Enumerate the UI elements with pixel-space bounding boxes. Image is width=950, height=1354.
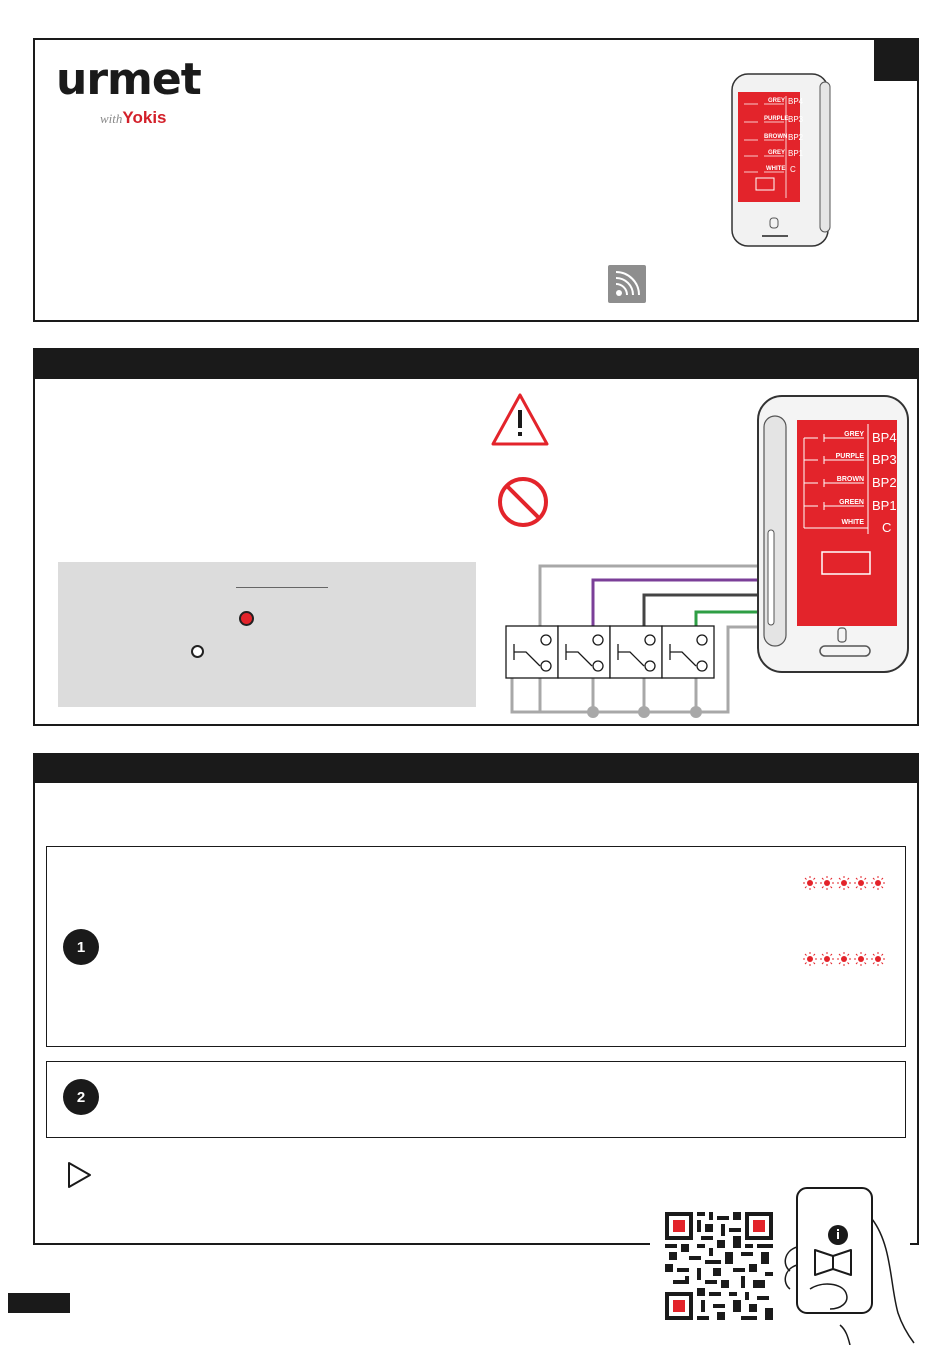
led-blink-row-2	[803, 952, 885, 966]
small-label-bp3: BP3	[788, 115, 804, 124]
label-bp2: BP2	[872, 475, 897, 490]
label-green: GREEN	[839, 499, 864, 506]
led-status-panel	[58, 562, 476, 707]
device-image-small	[724, 70, 834, 250]
switch-group	[506, 626, 714, 678]
small-label-bp4: BP4	[788, 97, 804, 106]
qr-code[interactable]	[665, 1211, 773, 1321]
brand-logo	[56, 54, 201, 133]
step1-box	[46, 846, 906, 1047]
corner-black-tab	[874, 40, 917, 81]
small-label-grey: GREY	[768, 98, 786, 104]
device-image-large	[758, 396, 908, 672]
led-panel-divider	[236, 587, 328, 588]
logo-urmet-text: urmet	[56, 54, 201, 105]
label-bp4: BP4	[872, 430, 897, 445]
label-bp1: BP1	[872, 498, 897, 513]
wiring-diagram	[492, 380, 917, 725]
label-grey: GREY	[844, 431, 864, 438]
led-red-icon	[239, 611, 254, 626]
small-label-c: C	[790, 165, 796, 174]
small-label-bp2: BP2	[788, 133, 804, 142]
label-brown: BROWN	[836, 476, 864, 483]
small-label-grey2: GREY	[768, 150, 786, 156]
step1-badge: 1	[63, 929, 99, 965]
phone-info-icon	[780, 1185, 920, 1345]
radio-wave-icon	[608, 265, 646, 303]
label-bp3: BP3	[872, 452, 897, 467]
small-label-purple: PURPLE	[764, 116, 789, 122]
logo-with-text: with	[100, 111, 123, 126]
led-blink-row-1	[803, 876, 885, 890]
label-c: C	[882, 520, 892, 535]
label-white: WHITE	[841, 519, 864, 526]
small-label-brown: BROWN	[764, 134, 788, 140]
small-label-bp1: BP1	[788, 149, 804, 158]
step2-badge: 2	[63, 1079, 99, 1115]
footer-black-tab	[8, 1293, 70, 1313]
logo-yokis-text: Yokis	[122, 108, 167, 127]
led-off-icon	[191, 645, 204, 658]
step2-box	[46, 1061, 906, 1138]
play-arrow-icon	[66, 1160, 94, 1190]
small-label-white: WHITE	[766, 166, 786, 172]
label-purple: PURPLE	[835, 453, 864, 460]
